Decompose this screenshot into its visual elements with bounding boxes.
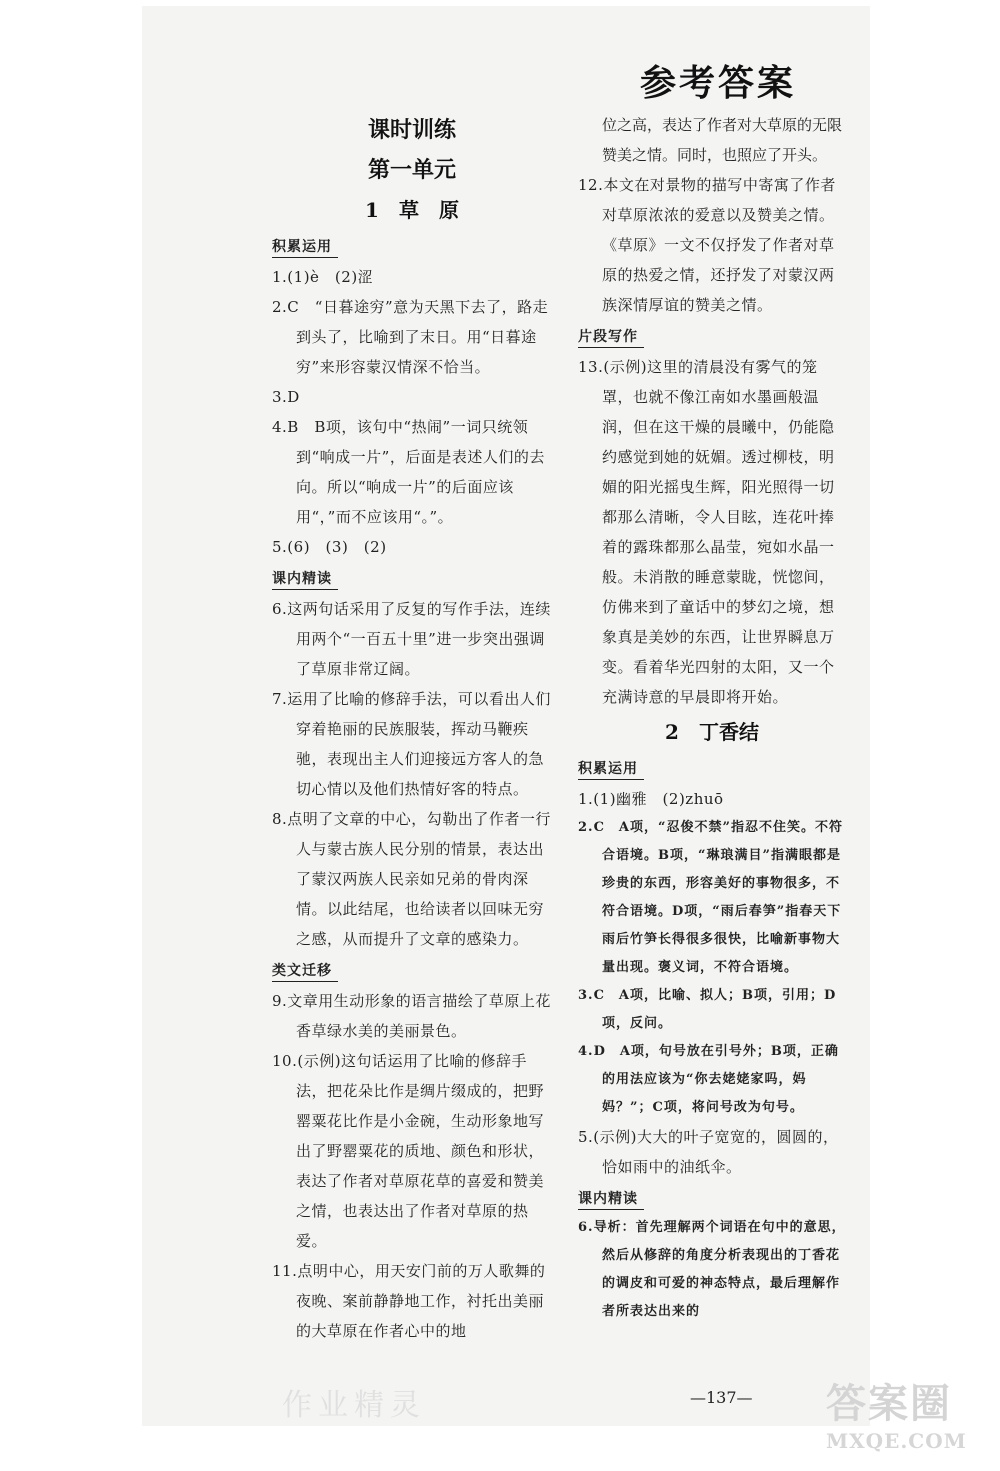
answer-continuation: 位之高，表达了作者对大草原的无限赞美之情。同时，也照应了开头。 bbox=[602, 116, 843, 164]
section-label-intensive-reading: 课内精读 bbox=[272, 568, 338, 590]
watermark-logo bbox=[826, 1372, 998, 1467]
answer-item: 13.(示例)这里的清晨没有雾气的笼罩，也就不像江南如水墨画般温润，但在这干燥的晨曦中，仍能隐约感觉到她的妩媚。透过柳枝，明媚的阳光摇曳生辉，阳光照得一切都那么清晰，令人目眩，连花叶捧着的露珠都那么晶莹，宛如水晶一般。未消散的睡意蒙眬，恍惚间，仿佛来到了童话中的梦幻之境，想象真是美妙的东西，让世界瞬息万变。看着华光四射的太阳，又一个充满诗意的早晨即将开始。 bbox=[578, 358, 835, 706]
right-column bbox=[578, 110, 846, 1326]
section-label-writing: 片段写作 bbox=[578, 326, 644, 348]
answer-item: 2.C A项，“忍俊不禁”指忍不住笑。不符合语境。B项，“琳琅满目”指满眼都是珍贵的东西，形容美好的事物很多，不符合语境。D项，“雨后春笋”指春天下雨后竹笋长得很多很快，比喻新事物大量出现。褒义词，不符合语境。 bbox=[578, 820, 843, 975]
left-column bbox=[272, 110, 552, 1346]
answer-item: 1.(1)幽雅 (2)zhuō bbox=[578, 790, 724, 808]
main-title: 参考答案 bbox=[640, 62, 797, 104]
answer-item: 6.导析：首先理解两个词语在句中的意思，然后从修辞的角度分析表现出的丁香花的调皮和可爱的神态特点，最后理解作者所表达出来的 bbox=[578, 1220, 846, 1319]
answer-item: 9.文章用生动形象的语言描绘了草原上花香草绿水美的美丽景色。 bbox=[272, 992, 551, 1040]
page-number: —137— bbox=[690, 1388, 753, 1407]
answer-item: 12.本文在对景物的描写中寄寓了作者对草原浓浓的爱意以及赞美之情。《草原》一文不仅抒发了作者对草原的热爱之情，还抒发了对蒙汉两族深情厚谊的赞美之情。 bbox=[578, 176, 836, 314]
watermark-left: 作业精灵 bbox=[282, 1388, 426, 1423]
watermark-brand: 答案圈 bbox=[826, 1380, 952, 1427]
answer-item: 2.C “日暮途穷”意为天黑下去了，路走到头了，比喻到了末日。用“日暮途穷”来形容蒙汉情深不恰当。 bbox=[272, 298, 549, 376]
answer-item: 3.C A项，比喻、拟人；B项，引用；D项，反问。 bbox=[578, 988, 837, 1031]
answer-item: 5.(示例)大大的叶子宽宽的，圆圆的，恰如雨中的油纸伞。 bbox=[578, 1128, 839, 1176]
answer-item: 4.D A项，句号放在引号外；B项，正确的用法应该为“你去姥姥家吗，妈妈？”；C项，将问号改为句号。 bbox=[578, 1044, 839, 1115]
section-label-intensive-reading: 课内精读 bbox=[578, 1188, 644, 1210]
answer-item: 1.(1)è (2)涩 bbox=[272, 268, 374, 286]
lesson-title-grassland: 1 草 原 bbox=[365, 198, 459, 222]
heading-course-training: 课时训练 bbox=[367, 117, 456, 143]
watermark-url: MXQE.COM bbox=[826, 1429, 967, 1453]
lesson-title-lilac: 2 丁香结 bbox=[665, 720, 759, 744]
section-label-accumulation: 积累运用 bbox=[272, 236, 338, 258]
answer-item: 11.点明中心，用天安门前的万人歌舞的夜晚、案前静静地工作，衬托出美丽的大草原在作者心中的地 bbox=[272, 1262, 546, 1340]
answer-item: 3.D bbox=[272, 388, 300, 406]
answer-item: 7.运用了比喻的修辞手法，可以看出人们穿着艳丽的民族服装，挥动马鞭疾驰，表现出主人们迎接远方客人的急切心情以及他们热情好客的特点。 bbox=[272, 690, 551, 798]
section-label-transfer: 类文迁移 bbox=[272, 960, 338, 982]
section-label-accumulation: 积累运用 bbox=[578, 758, 644, 780]
answer-item: 6.这两句话采用了反复的写作手法，连续用两个“一百五十里”进一步突出强调了草原非常辽阔。 bbox=[272, 600, 551, 678]
answer-item: 10.(示例)这句话运用了比喻的修辞手法，把花朵比作是绸片缀成的，把野罂粟花比作是小金碗，生动形象地写出了野罂粟花的质地、颜色和形状，表达了作者对草原花草的喜爱和赞美之情，也表达出了作者对草原的热爱。 bbox=[272, 1052, 545, 1250]
heading-unit-one: 第一单元 bbox=[367, 157, 456, 183]
answer-item: 4.B B项，该句中“热闹”一词只统领到“响成一片”，后面是表述人们的去向。所以“响成一片”的后面应该用“，”而不应该用“。”。 bbox=[272, 418, 545, 526]
answer-item: 8.点明了文章的中心，勾勒出了作者一行人与蒙古族人民分别的情景，表达出了蒙汉两族人民亲如兄弟的骨肉深情。以此结尾，也给读者以回味无穷之感，从而提升了文章的感染力。 bbox=[272, 810, 551, 948]
answer-item: 5.(6) (3) (2) bbox=[272, 538, 387, 556]
